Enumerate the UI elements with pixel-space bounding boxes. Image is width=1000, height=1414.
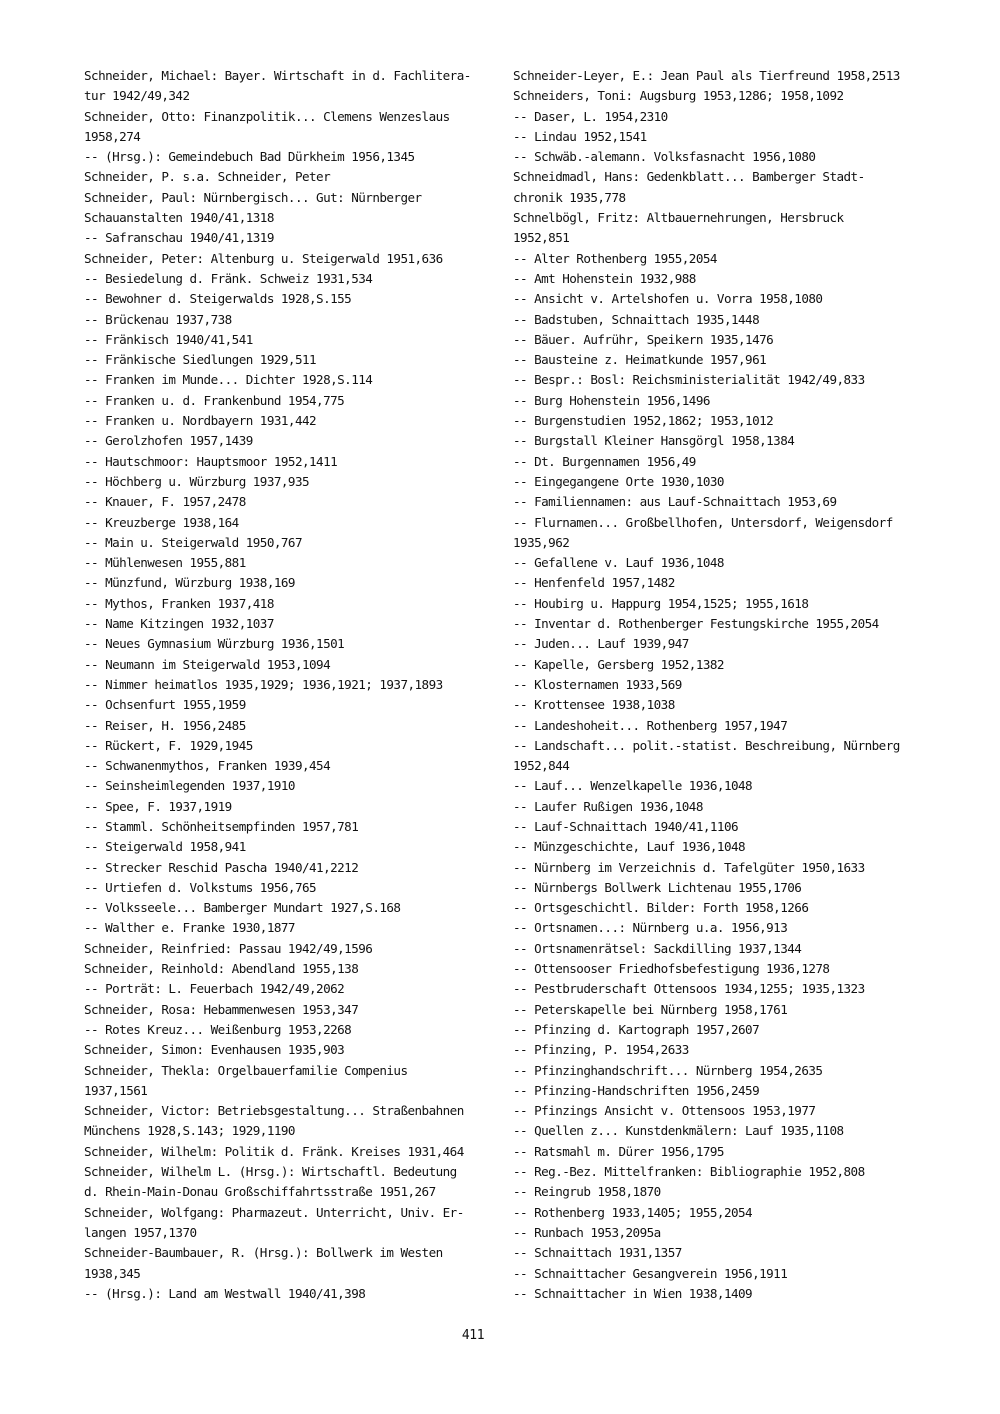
- index-entry-line: Schneider, Paul: Nürnbergisch... Gut: Nürnberger: [84, 189, 422, 205]
- index-entry-line: Schneider, Reinfried: Passau 1942/49,1596: [84, 940, 373, 956]
- index-entry: [84, 634, 484, 654]
- index-entry: [513, 817, 923, 837]
- index-entry-line: -- Fränkisch 1940/41,541: [84, 331, 253, 347]
- index-entry: [84, 513, 484, 533]
- index-entry: [84, 797, 484, 817]
- index-entry-line: -- Ottensooser Friedhofsbefestigung 1936,1278: [513, 961, 830, 977]
- index-entry-line: -- Urtiefen d. Volkstums 1956,765: [84, 879, 317, 895]
- index-entry: [84, 776, 484, 796]
- index-entry-line: -- Schnaittacher Gesangverein 1956,1911: [513, 1265, 788, 1281]
- index-entry-line: -- Alter Rothenberg 1955,2054: [513, 250, 717, 266]
- index-entry-continuation: tur 1942/49,342: [84, 88, 190, 104]
- index-entry: [513, 1243, 923, 1263]
- index-entry: [513, 269, 923, 289]
- index-entry-line: -- Amt Hohenstein 1932,988: [513, 270, 696, 286]
- index-entry-line: -- Porträt: L. Feuerbach 1942/49,2062: [84, 981, 345, 997]
- index-entry-line: -- Mythos, Franken 1937,418: [84, 595, 274, 611]
- index-entry: [84, 269, 484, 289]
- index-entry-line: -- Schnaittach 1931,1357: [513, 1245, 682, 1261]
- index-entry-line: Schneider, Reinhold: Abendland 1955,138: [84, 961, 359, 977]
- index-entry-continuation: langen 1957,1370: [84, 1224, 197, 1240]
- index-entry-line: -- Nimmer heimatlos 1935,1929; 1936,1921; 1937,1893: [84, 676, 443, 692]
- index-entry-line: -- Burgstall Kleiner Hansgörgl 1958,1384: [513, 433, 795, 449]
- index-entry: [513, 675, 923, 695]
- index-entry-line: -- Brückenau 1937,738: [84, 311, 232, 327]
- index-entry: [513, 147, 923, 167]
- index-entry: [84, 918, 484, 938]
- index-entry-line: Schneider, Peter: Altenburg u. Steigerwald 1951,636: [84, 250, 443, 266]
- index-entry: [84, 249, 484, 269]
- index-entry: [84, 1020, 484, 1040]
- index-entry: [513, 736, 923, 777]
- index-entry: [513, 553, 923, 573]
- index-entry-continuation: 1935,962: [513, 534, 570, 550]
- index-entry: [513, 1142, 923, 1162]
- index-entry: [513, 208, 923, 249]
- index-entry-line: Schneider-Baumbauer, R. (Hrsg.): Bollwerk im Westen: [84, 1245, 443, 1261]
- index-entry: [84, 1061, 484, 1102]
- index-entry-line: -- Krottensee 1938,1038: [513, 697, 675, 713]
- index-entry-line: -- Besiedelung d. Fränk. Schweiz 1931,534: [84, 270, 373, 286]
- index-entry-line: -- Walther e. Franke 1930,1877: [84, 920, 295, 936]
- index-entry: [513, 411, 923, 431]
- index-entry: [513, 1020, 923, 1040]
- index-entry-line: -- Badstuben, Schnaittach 1935,1448: [513, 311, 760, 327]
- index-entry-line: Schneider, Thekla: Orgelbauerfamilie Compenius: [84, 1062, 408, 1078]
- index-entry-line: -- Laufer Rußigen 1936,1048: [513, 798, 703, 814]
- index-entry-line: -- (Hrsg.): Land am Westwall 1940/41,398: [84, 1285, 366, 1301]
- index-entry-continuation: 1952,851: [513, 230, 570, 246]
- index-entry: [513, 959, 923, 979]
- index-entry-line: -- Stamml. Schönheitsempfinden 1957,781: [84, 818, 359, 834]
- index-entry: [84, 979, 484, 999]
- index-entry: [513, 898, 923, 918]
- index-entry-line: -- Bäuer. Aufrühr, Speikern 1935,1476: [513, 331, 774, 347]
- index-entry: [84, 553, 484, 573]
- index-entry-continuation: Münchens 1928,S.143; 1929,1190: [84, 1123, 295, 1139]
- index-entry-line: Schneider, Wilhelm L. (Hrsg.): Wirtschaftl. Bedeutung: [84, 1164, 457, 1180]
- index-entry-line: -- Inventar d. Rothenberger Festungskirche 1955,2054: [513, 616, 879, 632]
- index-entry-continuation: chronik 1935,778: [513, 189, 626, 205]
- index-entry: [513, 695, 923, 715]
- index-entry-line: -- Gefallene v. Lauf 1936,1048: [513, 555, 724, 571]
- index-entry: [513, 1000, 923, 1020]
- index-entry-line: Schneiders, Toni: Augsburg 1953,1286; 1958,1092: [513, 88, 844, 104]
- index-entry: [513, 289, 923, 309]
- index-entry-line: -- Name Kitzingen 1932,1037: [84, 616, 274, 632]
- index-entry: [84, 1142, 484, 1162]
- index-entry: [513, 1223, 923, 1243]
- index-entry-line: -- Eingegangene Orte 1930,1030: [513, 473, 724, 489]
- index-entry: [84, 147, 484, 167]
- index-entry-line: -- Quellen z... Kunstdenkmälern: Lauf 1935,1108: [513, 1123, 844, 1139]
- index-entry: [513, 716, 923, 736]
- index-entry: [84, 655, 484, 675]
- index-entry-line: -- Neumann im Steigerwald 1953,1094: [84, 656, 331, 672]
- index-entry: [84, 675, 484, 695]
- index-entry: [513, 66, 923, 86]
- index-entry: [84, 1040, 484, 1060]
- index-entry-line: -- Höchberg u. Würzburg 1937,935: [84, 473, 310, 489]
- index-entry-line: -- Ortsgeschichtl. Bilder: Forth 1958,1266: [513, 900, 809, 916]
- index-entry-line: -- Pestbruderschaft Ottensoos 1934,1255; 1935,1323: [513, 981, 865, 997]
- index-entry: [84, 310, 484, 330]
- index-entry-line: -- Seinsheimlegenden 1937,1910: [84, 778, 295, 794]
- index-entry: [84, 1243, 484, 1284]
- index-entry: [513, 1162, 923, 1182]
- index-entry-line: -- Houbirg u. Happurg 1954,1525; 1955,1618: [513, 595, 809, 611]
- index-entry: [513, 797, 923, 817]
- index-entry: [84, 1101, 484, 1142]
- index-entry-line: Schneider, Wolfgang: Pharmazeut. Unterricht, Univ. Er-: [84, 1204, 464, 1220]
- index-entry: [513, 391, 923, 411]
- index-entry: [513, 370, 923, 390]
- index-entry-line: -- Schwäb.-alemann. Volksfasnacht 1956,1080: [513, 149, 816, 165]
- index-entry-line: -- Neues Gymnasium Würzburg 1936,1501: [84, 636, 345, 652]
- index-entry: [84, 1284, 484, 1304]
- index-entry-line: -- Rothenberg 1933,1405; 1955,2054: [513, 1204, 753, 1220]
- index-entry: [84, 370, 484, 390]
- index-entry-line: Schneidmadl, Hans: Gedenkblatt... Bamberger Stadt-: [513, 169, 865, 185]
- index-entry: [513, 1284, 923, 1304]
- index-entry: [513, 655, 923, 675]
- index-entry: [513, 1182, 923, 1202]
- index-entry-line: -- Klosternamen 1933,569: [513, 676, 682, 692]
- index-entry: [513, 878, 923, 898]
- index-entry: [84, 959, 484, 979]
- index-entry-line: -- Rotes Kreuz... Weißenburg 1953,2268: [84, 1021, 352, 1037]
- index-entry-line: Schneider, Wilhelm: Politik d. Fränk. Kreises 1931,464: [84, 1143, 464, 1159]
- index-entry-line: -- Hautschmoor: Hauptsmoor 1952,1411: [84, 453, 338, 469]
- index-entry: [84, 878, 484, 898]
- index-entry-line: -- Schnaittacher in Wien 1938,1409: [513, 1285, 753, 1301]
- index-entry: [84, 1000, 484, 1020]
- index-entry-line: -- Pfinzinghandschrift... Nürnberg 1954,2635: [513, 1062, 823, 1078]
- index-entry-line: -- Bausteine z. Heimatkunde 1957,961: [513, 352, 767, 368]
- index-entry-line: -- Pfinzing d. Kartograph 1957,2607: [513, 1021, 760, 1037]
- index-entry: [84, 289, 484, 309]
- index-entry-continuation: 1952,844: [513, 758, 570, 774]
- index-entry: [84, 492, 484, 512]
- index-entry-line: -- Schwanenmythos, Franken 1939,454: [84, 758, 331, 774]
- index-entry: [513, 1040, 923, 1060]
- index-entry-line: -- Burgenstudien 1952,1862; 1953,1012: [513, 413, 774, 429]
- index-entry-line: -- Peterskapelle bei Nürnberg 1958,1761: [513, 1001, 788, 1017]
- index-entry-continuation: d. Rhein-Main-Donau Großschiffahrtsstraße 1951,267: [84, 1184, 436, 1200]
- index-entry-line: -- Dt. Burgennamen 1956,49: [513, 453, 696, 469]
- index-entry-line: -- (Hrsg.): Gemeindebuch Bad Dürkheim 1956,1345: [84, 149, 415, 165]
- index-entry: [84, 411, 484, 431]
- index-entry: [513, 513, 923, 554]
- index-entry-line: -- Lauf-Schnaittach 1940/41,1106: [513, 818, 739, 834]
- index-entry-line: Schneider, Simon: Evenhausen 1935,903: [84, 1042, 345, 1058]
- index-entry-line: -- Familiennamen: aus Lauf-Schnaittach 1953,69: [513, 494, 837, 510]
- index-entry: [513, 472, 923, 492]
- index-entry: [513, 167, 923, 208]
- index-entry-line: -- Daser, L. 1954,2310: [513, 108, 668, 124]
- index-entry: [513, 614, 923, 634]
- index-entry: [84, 716, 484, 736]
- index-entry-continuation: Schauanstalten 1940/41,1318: [84, 210, 274, 226]
- index-entry: [513, 1081, 923, 1101]
- index-entry: [513, 1264, 923, 1284]
- index-entry-line: -- Fränkische Siedlungen 1929,511: [84, 352, 317, 368]
- index-entry: [84, 66, 484, 107]
- index-entry: [84, 756, 484, 776]
- index-entry-line: -- Ortsnamen...: Nürnberg u.a. 1956,913: [513, 920, 788, 936]
- index-entry-line: -- Henfenfeld 1957,1482: [513, 575, 675, 591]
- index-entry-line: -- Reiser, H. 1956,2485: [84, 717, 246, 733]
- index-entry-continuation: 1958,274: [84, 128, 141, 144]
- index-entry: [84, 188, 484, 229]
- index-entry-line: -- Ansicht v. Artelshofen u. Vorra 1958,1080: [513, 291, 823, 307]
- index-entry-line: -- Juden... Lauf 1939,947: [513, 636, 689, 652]
- index-entry-line: -- Franken u. d. Frankenbund 1954,775: [84, 392, 345, 408]
- index-entry-line: -- Rückert, F. 1929,1945: [84, 737, 253, 753]
- index-entry: [513, 249, 923, 269]
- index-entry-line: -- Mühlenwesen 1955,881: [84, 555, 246, 571]
- index-entry: [84, 736, 484, 756]
- index-entry-line: -- Main u. Steigerwald 1950,767: [84, 534, 302, 550]
- index-entry-line: -- Kapelle, Gersberg 1952,1382: [513, 656, 724, 672]
- index-entry-line: Schneider, Otto: Finanzpolitik... Clemens Wenzeslaus: [84, 108, 450, 124]
- index-entry: [84, 533, 484, 553]
- index-entry-line: -- Reg.-Bez. Mittelfranken: Bibliographie 1952,808: [513, 1164, 865, 1180]
- index-entry-line: -- Gerolzhofen 1957,1439: [84, 433, 253, 449]
- index-entry: [513, 127, 923, 147]
- index-entry-line: -- Safranschau 1940/41,1319: [84, 230, 274, 246]
- index-entry: [513, 979, 923, 999]
- index-entry: [513, 634, 923, 654]
- index-entry-line: -- Pfinzing-Handschriften 1956,2459: [513, 1082, 760, 1098]
- index-entry-line: Schneider-Leyer, E.: Jean Paul als Tierfreund 1958,2513: [513, 68, 900, 83]
- index-entry: [513, 573, 923, 593]
- index-entry-line: -- Münzfund, Würzburg 1938,169: [84, 575, 295, 591]
- index-entry: [513, 350, 923, 370]
- index-entry-line: Schneider, Rosa: Hebammenwesen 1953,347: [84, 1001, 359, 1017]
- index-entry-line: -- Steigerwald 1958,941: [84, 839, 246, 855]
- index-entry: [84, 228, 484, 248]
- index-entry-line: -- Ochsenfurt 1955,1959: [84, 697, 246, 713]
- index-entry-line: -- Kreuzberge 1938,164: [84, 514, 239, 530]
- index-entry: [84, 431, 484, 451]
- index-entry: [513, 858, 923, 878]
- index-entry: [513, 492, 923, 512]
- index-entry: [84, 1162, 484, 1203]
- index-entry: [84, 858, 484, 878]
- index-entry: [84, 330, 484, 350]
- index-entry: [513, 452, 923, 472]
- index-entry: [84, 837, 484, 857]
- index-entry-line: -- Lindau 1952,1541: [513, 128, 647, 144]
- right-index-column: [513, 66, 923, 1304]
- index-entry: [84, 1203, 484, 1244]
- index-entry: [84, 817, 484, 837]
- index-entry-line: -- Franken u. Nordbayern 1931,442: [84, 413, 317, 429]
- index-entry-line: -- Reingrub 1958,1870: [513, 1184, 661, 1200]
- index-entry-line: -- Flurnamen... Großbellhofen, Untersdorf, Weigensdorf: [513, 514, 893, 530]
- index-entry: [513, 837, 923, 857]
- index-entry: [84, 107, 484, 148]
- index-entry: [84, 573, 484, 593]
- index-entry: [84, 614, 484, 634]
- index-entry-line: -- Nürnberg im Verzeichnis d. Tafelgüter 1950,1633: [513, 859, 865, 875]
- index-entry: [84, 472, 484, 492]
- index-entry: [513, 1203, 923, 1223]
- index-entry: [84, 350, 484, 370]
- index-entry-line: -- Ratsmahl m. Dürer 1956,1795: [513, 1143, 724, 1159]
- index-entry: [84, 167, 484, 187]
- index-entry-line: -- Bewohner d. Steigerwalds 1928,S.155: [84, 291, 352, 307]
- index-entry: [513, 594, 923, 614]
- index-entry: [84, 594, 484, 614]
- index-entry-line: -- Lauf... Wenzelkapelle 1936,1048: [513, 778, 753, 794]
- index-entry-line: -- Strecker Reschid Pascha 1940/41,2212: [84, 859, 359, 875]
- index-entry-line: -- Volksseele... Bamberger Mundart 1927,S.168: [84, 900, 401, 916]
- index-entry: [513, 310, 923, 330]
- index-entry-line: -- Landeshoheit... Rothenberg 1957,1947: [513, 717, 788, 733]
- index-entry: [513, 431, 923, 451]
- index-entry-line: -- Pfinzing, P. 1954,2633: [513, 1042, 689, 1058]
- index-entry-line: -- Burg Hohenstein 1956,1496: [513, 392, 710, 408]
- index-entry-line: Schneider, Victor: Betriebsgestaltung... Straßenbahnen: [84, 1103, 464, 1119]
- index-entry-continuation: 1937,1561: [84, 1082, 148, 1098]
- index-entry: [84, 898, 484, 918]
- index-entry: [513, 1061, 923, 1081]
- index-entry: [513, 918, 923, 938]
- index-entry-line: Schneider, Michael: Bayer. Wirtschaft in d. Fachlitera-: [84, 68, 471, 83]
- index-entry-line: Schneider, P. s.a. Schneider, Peter: [84, 169, 331, 185]
- index-entry: [84, 391, 484, 411]
- index-entry-line: -- Knauer, F. 1957,2478: [84, 494, 246, 510]
- index-entry-line: -- Ortsnamenrätsel: Sackdilling 1937,1344: [513, 940, 802, 956]
- index-entry-line: -- Münzgeschichte, Lauf 1936,1048: [513, 839, 746, 855]
- index-entry-line: -- Landschaft... polit.-statist. Beschreibung, Nürnberg: [513, 737, 900, 753]
- index-entry-line: -- Bespr.: Bosl: Reichsministerialität 1942/49,833: [513, 372, 865, 388]
- index-entry-line: -- Nürnbergs Bollwerk Lichtenau 1955,1706: [513, 879, 802, 895]
- index-entry-line: -- Pfinzings Ansicht v. Ottensoos 1953,1977: [513, 1103, 816, 1119]
- index-entry: [513, 1101, 923, 1121]
- index-entry: [513, 939, 923, 959]
- index-entry: [84, 695, 484, 715]
- index-entry: [513, 1121, 923, 1141]
- index-entry: [513, 776, 923, 796]
- index-entry-line: -- Spee, F. 1937,1919: [84, 798, 232, 814]
- index-entry-line: -- Runbach 1953,2095a: [513, 1224, 661, 1240]
- index-entry-continuation: 1938,345: [84, 1265, 141, 1281]
- index-entry: [84, 939, 484, 959]
- index-entry: [513, 330, 923, 350]
- index-entry-line: Schnelbögl, Fritz: Altbauernehrungen, Hersbruck: [513, 210, 844, 226]
- index-entry: [84, 452, 484, 472]
- page-number: 411: [461, 1328, 485, 1343]
- left-index-column: [84, 66, 484, 1304]
- index-entry-line: -- Franken im Munde... Dichter 1928,S.114: [84, 372, 373, 388]
- index-entry: [513, 86, 923, 106]
- index-entry: [513, 107, 923, 127]
